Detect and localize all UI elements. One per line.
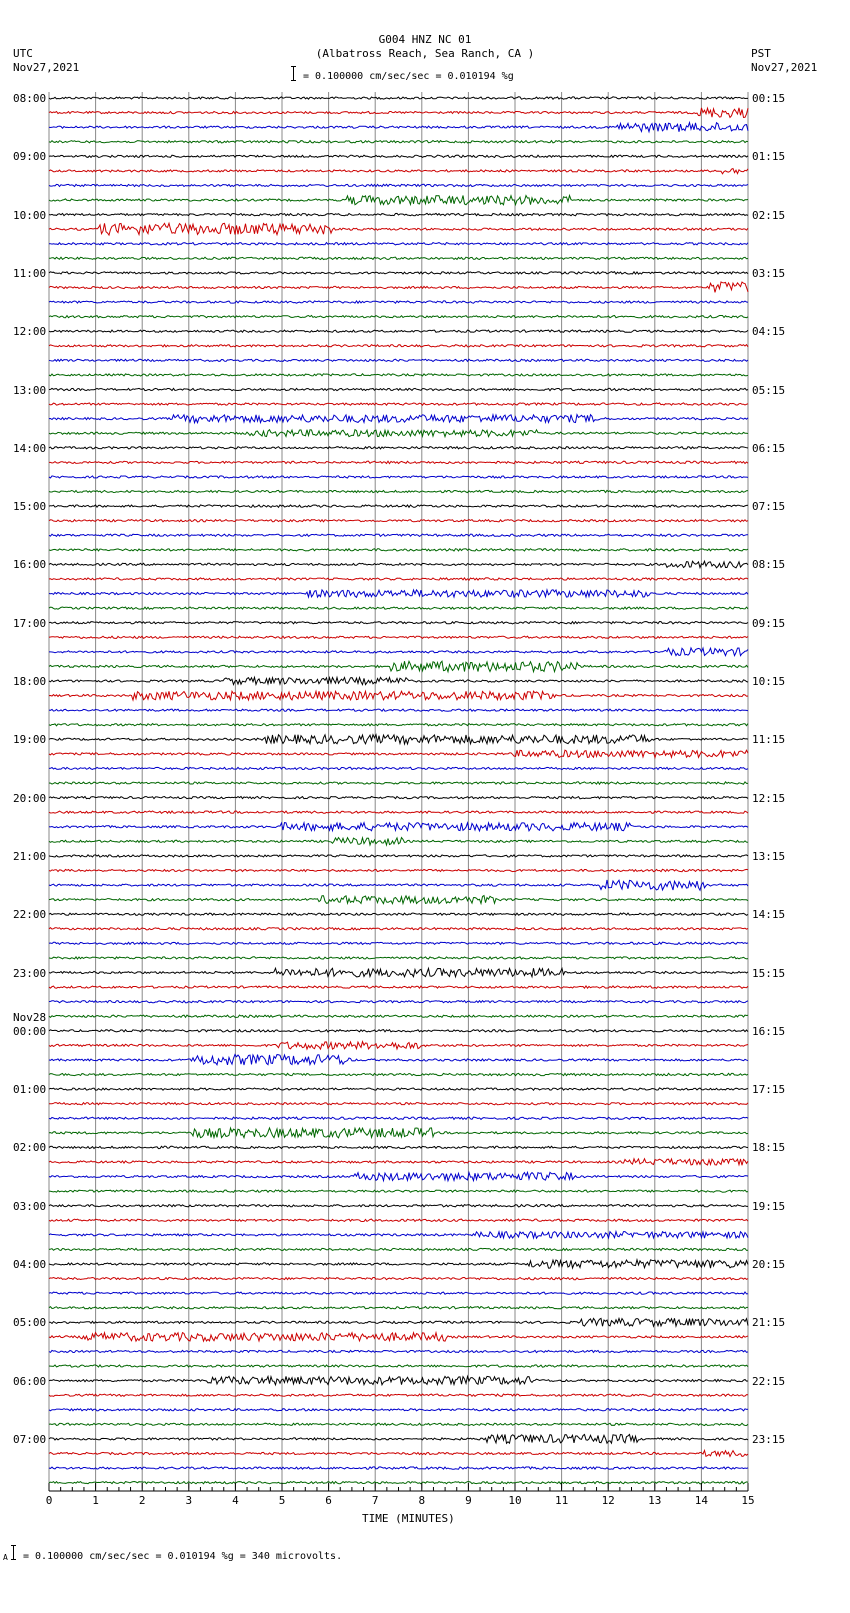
trace-79 <box>49 1248 748 1250</box>
trace-8 <box>49 213 748 215</box>
pst-label: 03:15 <box>752 266 786 280</box>
trace-62 <box>49 1001 748 1003</box>
trace-42 <box>49 709 748 711</box>
trace-21 <box>49 403 748 405</box>
trace-40 <box>49 677 748 684</box>
x-tick-label-2: 2 <box>138 1494 146 1507</box>
x-tick-label-13: 13 <box>648 1494 662 1507</box>
pst-label: 09:15 <box>752 616 786 630</box>
trace-64 <box>49 1030 748 1032</box>
pst-label: 15:15 <box>752 966 786 980</box>
utc-label: 16:00 <box>13 558 47 572</box>
x-tick-label-1: 1 <box>92 1494 99 1507</box>
pst-label: 23:15 <box>752 1432 786 1446</box>
station-title: G004 HNZ NC 01 <box>378 33 472 46</box>
trace-6 <box>49 184 748 186</box>
trace-28 <box>49 505 748 507</box>
x-tick-label-0: 0 <box>45 1494 53 1507</box>
trace-19 <box>49 374 748 376</box>
trace-2 <box>49 123 748 132</box>
pst-label: 13:15 <box>752 849 786 863</box>
utc-label: 08:00 <box>13 92 47 105</box>
utc-label: 06:00 <box>13 1374 47 1388</box>
trace-90 <box>49 1409 748 1411</box>
trace-51 <box>49 838 748 845</box>
trace-41 <box>49 691 748 700</box>
utc-label: 20:00 <box>13 791 47 805</box>
trace-20 <box>49 388 748 390</box>
pst-label: 01:15 <box>752 150 786 164</box>
trace-15 <box>49 315 748 317</box>
trace-45 <box>49 750 748 757</box>
trace-87 <box>49 1365 748 1367</box>
trace-46 <box>49 767 748 769</box>
trace-14 <box>49 301 748 303</box>
pst-label: 21:15 <box>752 1316 786 1330</box>
utc-label: 09:00 <box>13 150 47 164</box>
trace-10 <box>49 243 748 245</box>
trace-1 <box>49 108 748 118</box>
pst-label: 17:15 <box>752 1083 786 1097</box>
trace-3 <box>49 141 748 143</box>
trace-30 <box>49 534 748 536</box>
trace-84 <box>49 1318 748 1326</box>
pst-label: 18:15 <box>752 1141 786 1155</box>
trace-4 <box>49 155 748 157</box>
trace-86 <box>49 1350 748 1352</box>
trace-11 <box>49 257 748 259</box>
left-date: Nov27,2021 <box>13 61 80 74</box>
x-tick-label-5: 5 <box>278 1494 286 1507</box>
trace-17 <box>49 345 748 347</box>
trace-52 <box>49 855 748 857</box>
trace-72 <box>49 1146 748 1148</box>
utc-label: 03:00 <box>13 1199 47 1213</box>
trace-16 <box>49 330 748 332</box>
utc-label: 18:00 <box>13 675 47 688</box>
trace-50 <box>49 823 748 831</box>
utc-label: 11:00 <box>13 266 47 280</box>
utc-label: 02:00 <box>13 1141 47 1155</box>
date-change-label: Nov28 <box>13 1010 47 1024</box>
right-date: Nov27,2021 <box>751 61 818 74</box>
utc-label: 00:00 <box>13 1024 47 1038</box>
trace-0 <box>49 97 748 99</box>
scale-text: = 0.100000 cm/sec/sec = 0.010194 %g <box>303 71 514 82</box>
trace-56 <box>49 913 748 915</box>
trace-27 <box>49 490 748 492</box>
trace-22 <box>49 415 748 423</box>
pst-label: 06:15 <box>752 441 786 455</box>
utc-label: 22:00 <box>13 908 47 922</box>
trace-54 <box>49 880 748 890</box>
pst-label: 12:15 <box>752 791 786 805</box>
footer-scale-text: = 0.100000 cm/sec/sec = 0.010194 %g = 340 microvolts. <box>23 1551 343 1562</box>
trace-47 <box>49 782 748 784</box>
trace-31 <box>49 549 748 551</box>
trace-13 <box>49 282 748 292</box>
trace-44 <box>49 735 748 744</box>
utc-label: 13:00 <box>13 383 47 397</box>
trace-9 <box>49 223 748 235</box>
trace-76 <box>49 1205 748 1207</box>
pst-label: 22:15 <box>752 1374 786 1388</box>
trace-26 <box>49 476 748 478</box>
trace-29 <box>49 520 748 522</box>
trace-7 <box>49 196 748 205</box>
utc-label: 17:00 <box>13 616 47 630</box>
trace-81 <box>49 1277 748 1279</box>
trace-37 <box>49 636 748 638</box>
trace-5 <box>49 169 748 174</box>
pst-label: 14:15 <box>752 908 786 922</box>
trace-83 <box>49 1307 748 1309</box>
right-timezone: PST <box>751 47 771 60</box>
trace-82 <box>49 1292 748 1294</box>
trace-85 <box>49 1333 748 1342</box>
utc-label: 21:00 <box>13 849 47 863</box>
trace-32 <box>49 561 748 568</box>
time-axis <box>46 1483 755 1507</box>
trace-34 <box>49 590 748 598</box>
trace-59 <box>49 957 748 959</box>
utc-label: 19:00 <box>13 733 47 747</box>
trace-60 <box>49 968 748 977</box>
utc-label: 12:00 <box>13 325 47 339</box>
trace-57 <box>49 928 748 930</box>
trace-67 <box>49 1073 748 1075</box>
trace-36 <box>49 622 748 624</box>
trace-49 <box>49 811 748 813</box>
x-tick-label-12: 12 <box>601 1494 615 1507</box>
pst-label: 20:15 <box>752 1258 786 1271</box>
utc-label: 05:00 <box>13 1316 47 1330</box>
pst-label: 00:15 <box>752 92 786 105</box>
trace-75 <box>49 1190 748 1192</box>
utc-label: 01:00 <box>13 1083 47 1097</box>
pst-label: 07:15 <box>752 500 786 514</box>
trace-91 <box>49 1423 748 1425</box>
x-tick-label-6: 6 <box>325 1494 332 1507</box>
station-location: (Albatross Reach, Sea Ranch, CA ) <box>315 47 535 60</box>
trace-39 <box>49 661 748 672</box>
trace-61 <box>49 986 748 988</box>
trace-73 <box>49 1159 748 1165</box>
footer-prefix: A <box>3 1553 8 1562</box>
trace-63 <box>49 1015 748 1017</box>
utc-label: 04:00 <box>13 1258 47 1271</box>
utc-label: 14:00 <box>13 441 47 455</box>
trace-80 <box>49 1260 748 1268</box>
trace-68 <box>49 1088 748 1090</box>
pst-label: 11:15 <box>752 733 786 747</box>
trace-65 <box>49 1042 748 1050</box>
x-tick-label-8: 8 <box>418 1494 426 1507</box>
x-tick-label-15: 15 <box>741 1494 755 1507</box>
trace-66 <box>49 1055 748 1066</box>
trace-89 <box>49 1394 748 1396</box>
trace-78 <box>49 1232 748 1239</box>
trace-35 <box>49 607 748 609</box>
x-tick-label-14: 14 <box>694 1494 709 1507</box>
trace-71 <box>49 1128 748 1138</box>
pst-label: 04:15 <box>752 325 786 339</box>
x-tick-label-9: 9 <box>465 1494 472 1507</box>
trace-43 <box>49 724 748 726</box>
utc-label: 10:00 <box>13 208 47 222</box>
trace-58 <box>49 942 748 944</box>
x-tick-label-4: 4 <box>232 1494 239 1507</box>
x-tick-label-11: 11 <box>554 1494 569 1507</box>
trace-48 <box>49 797 748 799</box>
trace-23 <box>49 430 748 437</box>
trace-18 <box>49 359 748 361</box>
utc-label: 07:00 <box>13 1432 47 1446</box>
x-tick-label-3: 3 <box>185 1494 193 1507</box>
trace-92 <box>49 1435 748 1444</box>
trace-24 <box>49 447 748 449</box>
trace-55 <box>49 896 748 904</box>
trace-88 <box>49 1376 748 1384</box>
trace-12 <box>49 272 748 274</box>
trace-70 <box>49 1117 748 1119</box>
pst-label: 08:15 <box>752 558 786 572</box>
trace-53 <box>49 869 748 871</box>
pst-label: 19:15 <box>752 1199 786 1213</box>
x-tick-label-7: 7 <box>371 1494 379 1507</box>
pst-label: 10:15 <box>752 675 786 688</box>
trace-33 <box>49 578 748 580</box>
pst-label: 05:15 <box>752 383 786 397</box>
trace-group <box>49 97 748 1484</box>
pst-label: 02:15 <box>752 208 786 222</box>
trace-38 <box>49 648 748 656</box>
x-tick-label-10: 10 <box>508 1494 522 1507</box>
footer-scale-bar-icon <box>13 1545 14 1560</box>
trace-77 <box>49 1219 748 1221</box>
trace-95 <box>49 1482 748 1484</box>
pst-label: 16:15 <box>752 1024 786 1038</box>
trace-69 <box>49 1103 748 1105</box>
left-timezone: UTC <box>13 47 33 60</box>
trace-94 <box>49 1467 748 1469</box>
trace-74 <box>49 1172 748 1180</box>
trace-25 <box>49 461 748 463</box>
trace-93 <box>49 1451 748 1457</box>
utc-label: 15:00 <box>13 500 47 514</box>
x-axis-label: TIME (MINUTES) <box>362 1512 455 1525</box>
utc-label: 23:00 <box>13 966 47 980</box>
